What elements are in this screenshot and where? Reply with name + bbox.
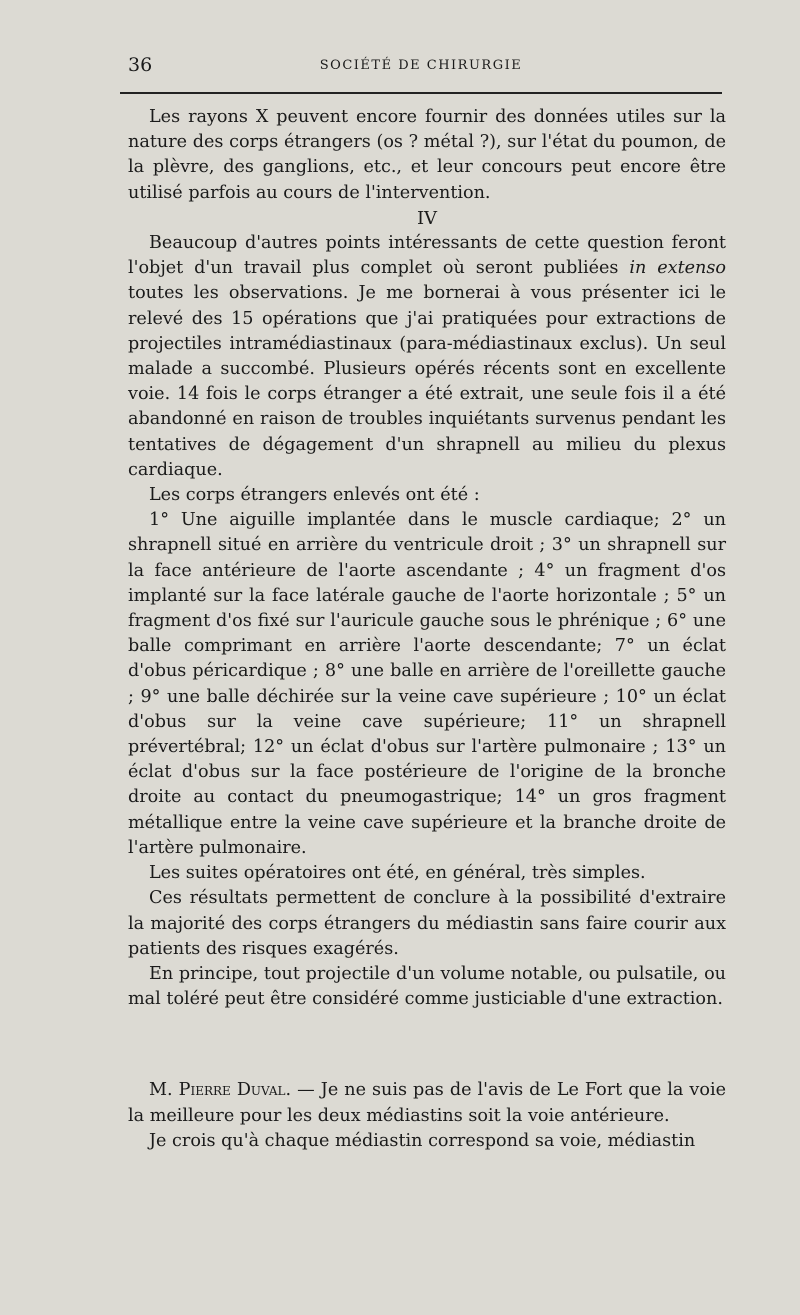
speaker-name: M. Pierre Duval. <box>149 1080 292 1101</box>
paragraph-observations <box>128 231 726 483</box>
page-number: 36 <box>128 54 153 76</box>
section-title: IV <box>416 207 438 229</box>
page-header <box>120 52 722 82</box>
paragraph-mediastin: Je crois qu'à chaque médiastin correspond sa voie, médiastin <box>149 1130 696 1151</box>
paragraph-xrays: Les rayons X peuvent encore fournir des données utiles sur la nature des corps étrangers (os ? métal ?), sur l'état du poumon, de la plèvre, des ganglions, etc., et leur concours peut encore être utilisé parfois au cours de l'intervention. <box>128 107 726 203</box>
paragraph-foreign-bodies-list: 1° Une aiguille implantée dans le muscle cardiaque; 2° un shrapnell situé en arrière du ventricule droit ; 3° un shrapnell sur la face antérieure de l'aorte ascendante ; 4° un fragment d'os implanté sur la face latérale gauche de l'aorte horizontale ; 5° un fragment d'os fixé sur l'auricule gauche sous le phrénique ; 6° une balle comprimant en arrière l'aorte descendante; 7° un éclat d'obus péricardique ; 8° une balle en arrière de l'oreillette gauche ; 9° une balle déchirée sur la veine cave supérieure ; 10° un éclat d'obus sur la veine cave supérieure; 11° un shrapnell prévertébral; 12° un éclat d'obus sur l'artère pulmonaire ; 13° un éclat d'obus sur la face postérieure de l'origine de la bronche droite au contact du pneumogastrique; 14° un gros fragment métallique entre la veine cave supérieure et la branche droite de l'artère pulmonaire. <box>128 510 726 858</box>
header-rule <box>120 92 722 94</box>
paragraph-list-intro: Les corps étrangers enlevés ont été : <box>149 485 480 506</box>
paragraph-principle: En principe, tout projectile d'un volume notable, ou pulsatile, ou mal toléré peut être considéré comme justiciable d'une extraction. <box>128 963 726 1010</box>
running-head: SOCIÉTÉ DE CHIRURGIE <box>319 58 523 73</box>
page-body <box>128 105 726 1154</box>
paragraph-duval <box>128 1078 726 1128</box>
paragraph-duval-text: — Je ne suis pas de l'avis de Le Fort que la voie la meilleure pour les deux médiastins soit la voie antérieure. <box>128 1080 727 1126</box>
paragraph-results: Ces résultats permettent de conclure à la possibilité d'extraire la majorité des corps étrangers du médiastin sans faire courir aux patients des risques exagérés. <box>128 888 726 959</box>
paragraph-observations-part-b: toutes les observations. Je me bornerai à vous présenter ici le relevé des 15 opérations que j'ai pratiquées pour extractions de projectiles intramédiastinaux (para-médiastinaux exclus). Un seul malade a succombé. Plusieurs opérés récents sont en excellente voie. 14 fois le corps étranger a été extrait, une seule fois il a été abandonné en raison de troubles inquiétants survenus pendant les tentatives de dégagement d'un shrapnell au milieu du plexus cardiaque. <box>128 283 726 480</box>
paragraph-postoperative: Les suites opératoires ont été, en général, très simples. <box>149 863 646 884</box>
italic-in-extenso: in extenso <box>629 258 727 279</box>
paragraph-observations-part-a: Beaucoup d'autres points intéressants de cette question feront l'objet d'un travail plus complet où seront publiées <box>128 233 726 279</box>
